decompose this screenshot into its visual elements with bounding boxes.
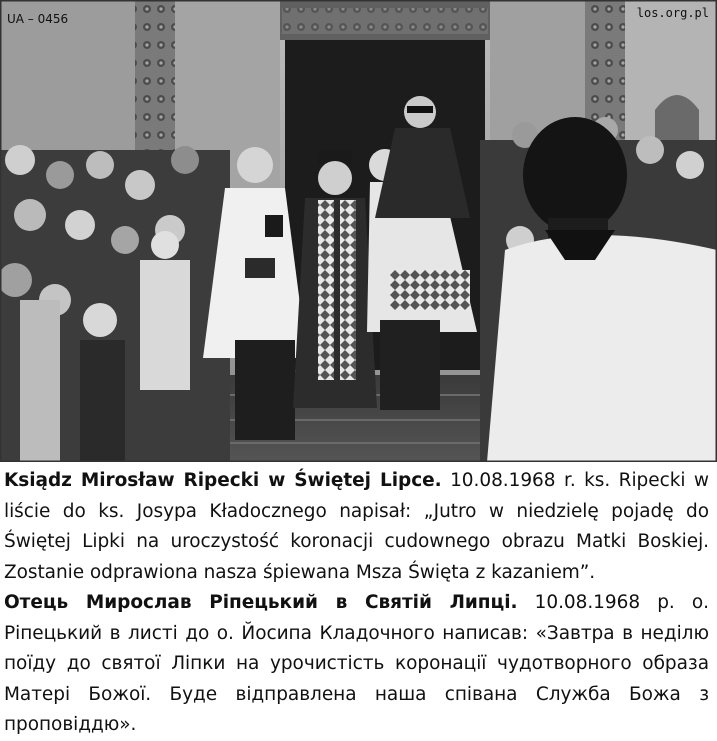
- caption-polish-title: Ksiądz Mirosław Ripecki w Świętej Lipce.: [4, 470, 442, 491]
- lintel-ornament: [282, 8, 488, 34]
- caption-ukrainian-body: 10.08.1968 р. о. Ріпецький в листі до о. Йосипа Кладочного написав: «Завтра в неділю поїду до святої Ліпки на урочистість коронації чудотворного образа Матері Божої. Буде відправлена наша співана Служба Божа з проповіддю».: [4, 592, 709, 735]
- caption-block: [4, 466, 709, 741]
- caption-polish-body: 10.08.1968 r. ks. Ripecki w liście do ks. Josypa Kładocznego napisał: „Jutro w niedzielę pojadę do Świętej Lipki na uroczystość koronacji cudownego obrazu Matki Boskiej. Zostanie odprawiona nasza śpiewana Msza Święta z kazaniem”.: [4, 470, 709, 583]
- archive-id-label: UA – 0456: [7, 12, 69, 26]
- source-watermark: los.org.pl: [636, 6, 709, 20]
- caption-ukrainian-title: Отець Мирослав Ріпецький в Святій Липці.: [4, 592, 518, 613]
- caption-ukrainian: [4, 588, 709, 741]
- crowd-left: [0, 145, 230, 462]
- caption-polish: [4, 466, 709, 588]
